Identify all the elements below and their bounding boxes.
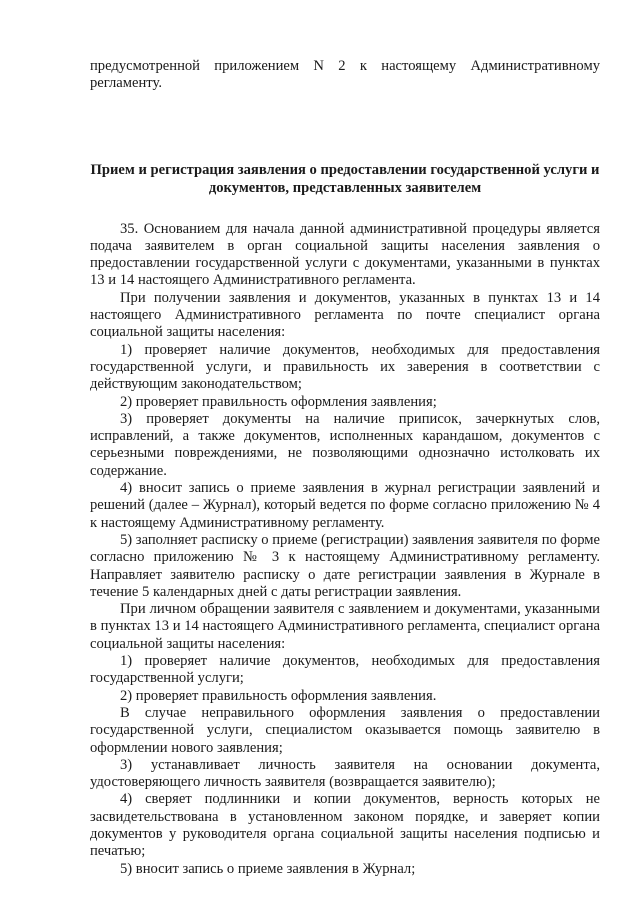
paragraph-personal-intake: При личном обращении заявителя с заявлением и документами, указанными в пунктах 13 и 14 настоящего Административного регламента, специалист органа социальной защиты населения: [90, 601, 600, 652]
mail-item-5: 5) заполняет расписку о приеме (регистрации) заявления заявителя по форме согласно приложению № 3 к настоящему Административному регламенту. Направляет заявителю расписку о дате регистрации заявления в Журнале в течение 5 календарных дней с даты регистрации заявления. [90, 531, 600, 600]
section-heading: Прием и регистрация заявления о предоставлении государственной услуги и документов, представленных заявителем [90, 161, 600, 196]
personal-item-3: 3) устанавливает личность заявителя на основании документа, удостоверяющего личность заявителя (возвращается заявителю); [90, 756, 600, 791]
paragraph-mail-intake: При получении заявления и документов, указанных в пунктах 13 и 14 настоящего Административного регламента по почте специалист органа социальной защиты населения: [90, 289, 600, 341]
paragraph-35: 35. Основанием для начала данной административной процедуры является подача заявителем в орган социальной защиты населения заявления о предоставлении государственной услуги с документами, указанными в пунктах 13 и 14 настоящего Административного регламента. [90, 220, 600, 289]
intro-paragraph: предусмотренной приложением N 2 к настоящему Административному регламенту. [90, 58, 600, 92]
personal-item-2: 2) проверяет правильность оформления заявления. [120, 687, 437, 704]
personal-item-4: 4) сверяет подлинники и копии документов, верность которых не засвидетельствована в установленном законом порядке, и заверяет копии документов у руководителя органа социальной защиты населения подписью и печатью; [90, 791, 600, 860]
paragraph-incorrect-form: В случае неправильного оформления заявления о предоставлении государственной услуги, специалистом оказывается помощь заявителю в оформлении нового заявления; [90, 704, 600, 756]
mail-item-3: 3) проверяет документы на наличие приписок, зачеркнутых слов, исправлений, а также документов, исполненных карандашом, документов с серьезными повреждениями, не позволяющими однозначно истолковать их содержание. [90, 410, 600, 479]
mail-item-4: 4) вносит запись о приеме заявления в журнал регистрации заявлений и решений (далее – Журнал), который ведется по форме согласно приложению № 4 к настоящему Административному регламенту. [90, 480, 600, 531]
personal-item-1: 1) проверяет наличие документов, необходимых для предоставления государственной услуги; [90, 653, 600, 687]
mail-item-2: 2) проверяет правильность оформления заявления; [120, 393, 437, 410]
mail-item-1: 1) проверяет наличие документов, необходимых для предоставления государственной услуги, и правильность их заверения в соответствии с действующим законодательством; [90, 341, 600, 393]
personal-item-5: 5) вносит запись о приеме заявления в Журнал; [120, 860, 416, 877]
